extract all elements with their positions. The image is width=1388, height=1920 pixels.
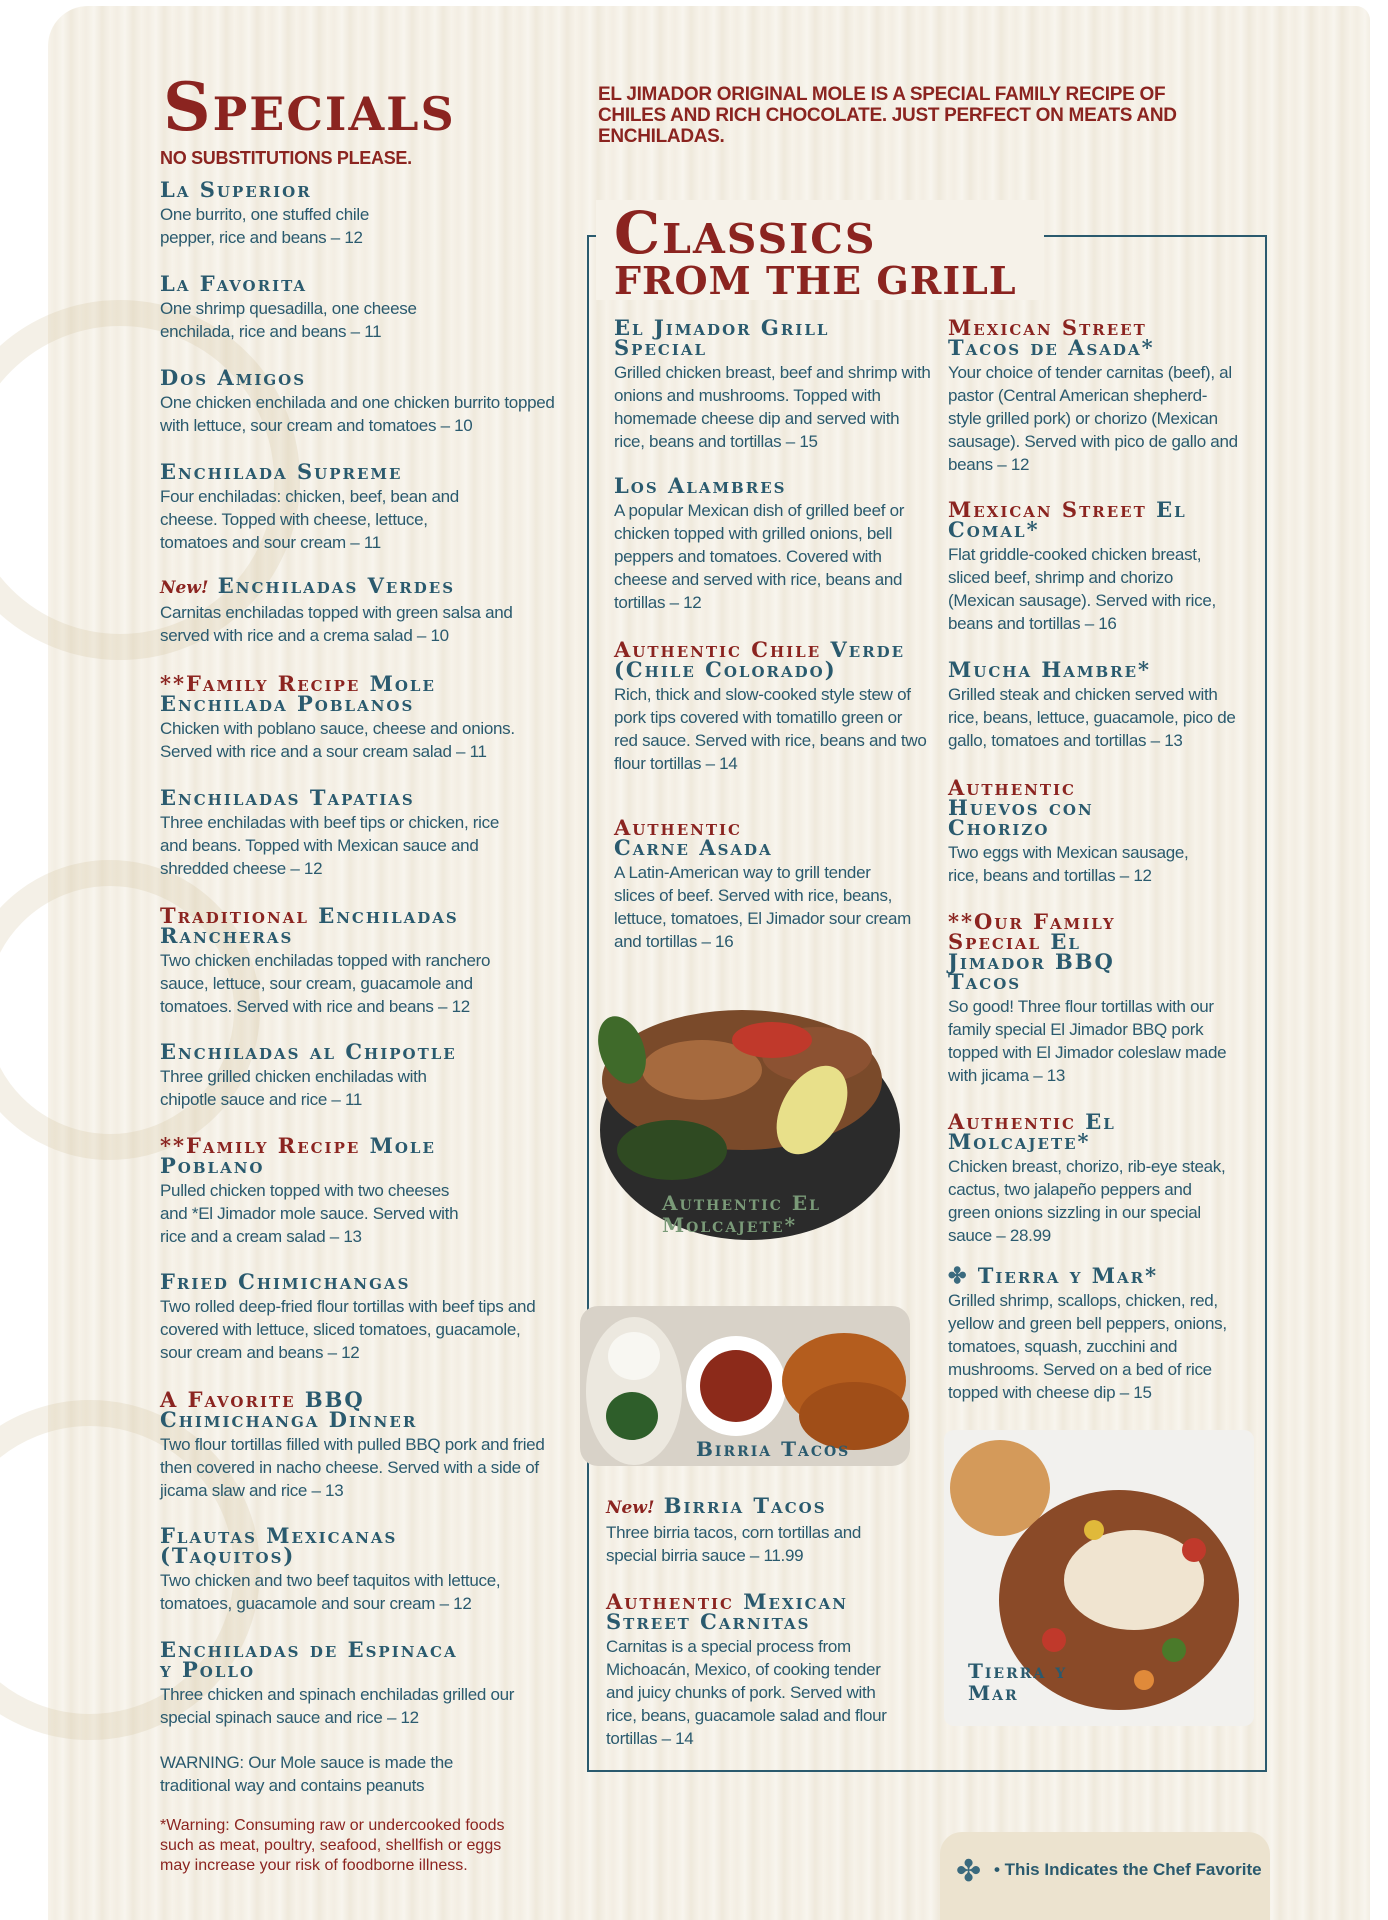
menu-item-desc: Three enchiladas with beef tips or chicken, rice and beans. Topped with Mexican sauce and shredded cheese – 12 xyxy=(160,813,499,878)
menu-item-name: Tierra y Mar* xyxy=(977,1263,1159,1288)
menu-item-desc: Grilled chicken breast, beef and shrimp with onions and mushrooms. Topped with homemade cheese dip and served with rice, beans and tortillas – 15 xyxy=(614,363,931,451)
menu-item-desc: Chicken breast, chorizo, rib-eye steak, cactus, two jalapeño peppers and green onions sizzling in our special sauce – 28.99 xyxy=(948,1157,1226,1245)
menu-item xyxy=(160,1637,580,1729)
menu-item-desc: Grilled steak and chicken served with rice, beans, lettuce, guacamole, pico de gallo, tomatoes and tortillas – 13 xyxy=(948,685,1236,750)
menu-item-name: Dos Amigos xyxy=(160,365,307,390)
menu-item-desc: Three grilled chicken enchiladas with chipotle sauce and rice – 11 xyxy=(160,1067,427,1109)
mole-warning-text: WARNING: Our Mole sauce is made the traditional way and contains peanuts xyxy=(160,1753,454,1795)
menu-item-name: Mucha Hambre* xyxy=(948,657,1152,682)
menu-item-desc: Two chicken enchiladas topped with ranchero sauce, lettuce, sour cream, guacamole and tomatoes. Served with rice and beans – 12 xyxy=(160,951,491,1016)
molcajete-caption: Authentic El Molcajete* xyxy=(662,1191,821,1237)
menu-item-desc: Two chicken and two beef taquitos with lettuce, tomatoes, guacamole and sour cream – 12 xyxy=(160,1571,501,1613)
specials-title: Specials xyxy=(163,68,456,146)
agave-icon: ✤ xyxy=(948,1263,969,1289)
menu-item-name: Mole Enchilada Poblanos xyxy=(160,671,436,716)
menu-item-desc: Two rolled deep-fried flour tortillas with beef tips and covered with lettuce, sliced tomatoes, guacamole, sour cream and beans – 12 xyxy=(160,1297,536,1362)
menu-item-desc: One shrimp quesadilla, one cheese enchilada, rice and beans – 11 xyxy=(160,299,417,341)
menu-item-name: Los Alambres xyxy=(614,473,787,498)
menu-item xyxy=(948,315,1248,476)
menu-item-desc: Grilled shrimp, scallops, chicken, red, yellow and green bell peppers, onions, tomatoes, squash, zucchini and mushrooms. Served on a bed of rice topped with cheese dip – 15 xyxy=(948,1291,1227,1402)
menu-item-desc: So good! Three flour tortillas with our family special El Jimador BBQ pork topped with El Jimador coleslaw made with jicama – 13 xyxy=(948,997,1227,1085)
foodborne-warning: *Warning: Consuming raw or undercooked foods such as meat, poultry, seafood, shellfish or eggs may increase your risk of foodborne illness. xyxy=(160,1817,505,1874)
tierra-y-mar-photo xyxy=(944,1430,1254,1726)
menu-item xyxy=(160,785,580,880)
menu-item-desc: Three chicken and spinach enchiladas grilled our special spinach sauce and rice – 12 xyxy=(160,1685,515,1727)
menu-item-prefix: Authentic Chile xyxy=(614,637,822,662)
menu-item-prefix: **Our Family Special xyxy=(948,909,1116,954)
menu-item-prefix: Traditional xyxy=(160,903,309,928)
menu-item-desc: Three birria tacos, corn tortillas and special birria sauce – 11.99 xyxy=(606,1523,862,1565)
menu-item-prefix: Authentic xyxy=(948,775,1076,800)
menu-item xyxy=(948,497,1248,635)
mole-warning xyxy=(160,1748,480,1797)
menu-item xyxy=(160,903,580,1018)
menu-item-prefix: Authentic xyxy=(606,1589,734,1614)
legend-text: • This Indicates the Chef Favorite xyxy=(994,1860,1262,1879)
birria-caption: Birria Tacos xyxy=(696,1437,851,1461)
menu-item-name: El Jimador BBQ Tacos xyxy=(948,929,1115,994)
menu-item-desc: Chicken with poblano sauce, cheese and onions. Served with rice and a sour cream salad – 11 xyxy=(160,719,515,761)
menu-item-prefix: **Family Recipe xyxy=(160,1133,361,1158)
tierra-y-mar-caption: Tierra y Mar xyxy=(968,1659,1068,1705)
menu-item xyxy=(160,1039,580,1111)
classics-subtitle: FROM THE GRILL xyxy=(614,258,1017,303)
no-substitutions-note: NO SUBSTITUTIONS PLEASE. xyxy=(160,148,412,168)
menu-item xyxy=(160,459,560,554)
menu-item-desc: Two flour tortillas filled with pulled BBQ pork and fried then covered in nacho cheese. Served with a side of jicama slaw and rice – 13 xyxy=(160,1435,545,1500)
classics-title: Classics xyxy=(614,199,877,267)
menu-item-name: Enchiladas Rancheras xyxy=(160,903,459,948)
menu-item-name: Mexican Street Carnitas xyxy=(606,1589,848,1634)
menu-item xyxy=(160,365,580,437)
menu-item xyxy=(614,815,944,953)
menu-item-desc: One burrito, one stuffed chile pepper, rice and beans – 12 xyxy=(160,205,369,247)
menu-item-name: Tacos de Asada* xyxy=(948,335,1155,360)
menu-item xyxy=(160,1133,580,1248)
menu-item-name: Enchiladas Tapatias xyxy=(160,785,415,810)
new-badge: New! xyxy=(606,1498,655,1518)
menu-item-name: El Molcajete* xyxy=(948,1109,1116,1154)
menu-item-name: Enchilada Supreme xyxy=(160,459,403,484)
menu-item-name: Flautas Mexicanas (Taquitos) xyxy=(160,1523,398,1568)
menu-item xyxy=(614,637,944,775)
menu-item xyxy=(614,315,944,453)
menu-item-name: Enchiladas Verdes xyxy=(217,573,456,598)
menu-item-prefix: **Family Recipe xyxy=(160,671,361,696)
menu-item-name: Mole Poblano xyxy=(160,1133,436,1178)
menu-item-desc: Two eggs with Mexican sausage, rice, beans and tortillas – 12 xyxy=(948,843,1189,885)
menu-item-name: La Superior xyxy=(160,177,312,202)
menu-item xyxy=(160,1523,580,1615)
menu-item xyxy=(606,1493,936,1567)
menu-item xyxy=(614,473,944,614)
menu-item-name: Enchiladas de Espinaca y Pollo xyxy=(160,1637,458,1682)
menu-item-name: Huevos con Chorizo xyxy=(948,795,1094,840)
menu-item-desc: Flat griddle-cooked chicken breast, sliced beef, shrimp and chorizo (Mexican sausage). Served with rice, beans and tortillas – 16 xyxy=(948,545,1216,633)
menu-item-desc: Carnitas enchiladas topped with green salsa and served with rice and a crema salad – 10 xyxy=(160,603,513,645)
menu-item-name: La Favorita xyxy=(160,271,308,296)
agave-icon: ✤ xyxy=(956,1855,982,1888)
menu-item xyxy=(948,775,1248,887)
menu-item-name: Carne Asada xyxy=(614,835,773,860)
menu-item xyxy=(948,909,1248,1087)
menu-item-name: El Comal* xyxy=(948,497,1187,542)
menu-item-prefix: Mexican Street xyxy=(948,315,1147,340)
menu-item-desc: A Latin-American way to grill tender slices of beef. Served with rice, beans, lettuce, tomatoes, El Jimador sour cream and tortillas – 16 xyxy=(614,863,911,951)
chef-favorite-legend xyxy=(940,1832,1270,1920)
menu-item-name: Verde (Chile Colorado) xyxy=(614,637,906,682)
menu-item-desc: Carnitas is a special process from Michoacán, Mexico, of cooking tender and juicy chunks of pork. Served with rice, beans, guacamole salad and flour tortillas – 14 xyxy=(606,1637,887,1748)
menu-item-desc: Pulled chicken topped with two cheeses and *El Jimador mole sauce. Served with rice and a cream salad – 13 xyxy=(160,1181,459,1246)
menu-item-name: BBQ Chimichanga Dinner xyxy=(160,1387,418,1432)
menu-item xyxy=(948,1263,1258,1404)
birria-photo xyxy=(574,1296,916,1472)
molcajete-photo xyxy=(582,960,918,1260)
menu-item-name: Fried Chimichangas xyxy=(160,1269,411,1294)
menu-item-name: El Jimador Grill Special xyxy=(614,315,830,360)
menu-item xyxy=(160,573,580,647)
menu-item-prefix: Mexican Street xyxy=(948,497,1147,522)
menu-item-desc: Four enchiladas: chicken, beef, bean and cheese. Topped with cheese, lettuce, tomatoes and sour cream – 11 xyxy=(160,487,459,552)
new-badge: New! xyxy=(160,578,209,598)
menu-item-name: Birria Tacos xyxy=(663,1493,827,1518)
menu-item-name: Enchiladas al Chipotle xyxy=(160,1039,457,1064)
menu-item xyxy=(160,1387,580,1502)
menu-item-prefix: A Favorite xyxy=(160,1387,296,1412)
menu-item xyxy=(606,1589,936,1750)
menu-item xyxy=(160,671,580,763)
menu-item-desc: One chicken enchilada and one chicken burrito topped with lettuce, sour cream and tomatoes – 10 xyxy=(160,393,555,435)
menu-item-desc: Your choice of tender carnitas (beef), al pastor (Central American shepherd-style grilled pork) or chorizo (Mexican sausage). Served with pico de gallo and beans – 12 xyxy=(948,363,1238,474)
menu-item xyxy=(160,271,560,343)
menu-item-desc: A popular Mexican dish of grilled beef or chicken topped with grilled onions, bell peppers and tomatoes. Covered with cheese and served with rice, beans and tortillas – 12 xyxy=(614,501,905,612)
menu-item xyxy=(160,1269,580,1364)
menu-item-prefix: Authentic xyxy=(948,1109,1076,1134)
menu-item xyxy=(948,1109,1248,1247)
menu-item xyxy=(160,177,560,249)
mole-recipe-note: EL JIMADOR ORIGINAL MOLE IS A SPECIAL FAMILY RECIPE OF CHILES AND RICH CHOCOLATE. JUST PERFECT ON MEATS AND ENCHILADAS. xyxy=(598,84,1177,147)
menu-item-prefix: Authentic xyxy=(614,815,742,840)
menu-item xyxy=(948,657,1258,752)
menu-item-desc: Rich, thick and slow-cooked style stew of pork tips covered with tomatillo green or red sauce. Served with rice, beans and two flour tortillas – 14 xyxy=(614,685,927,773)
